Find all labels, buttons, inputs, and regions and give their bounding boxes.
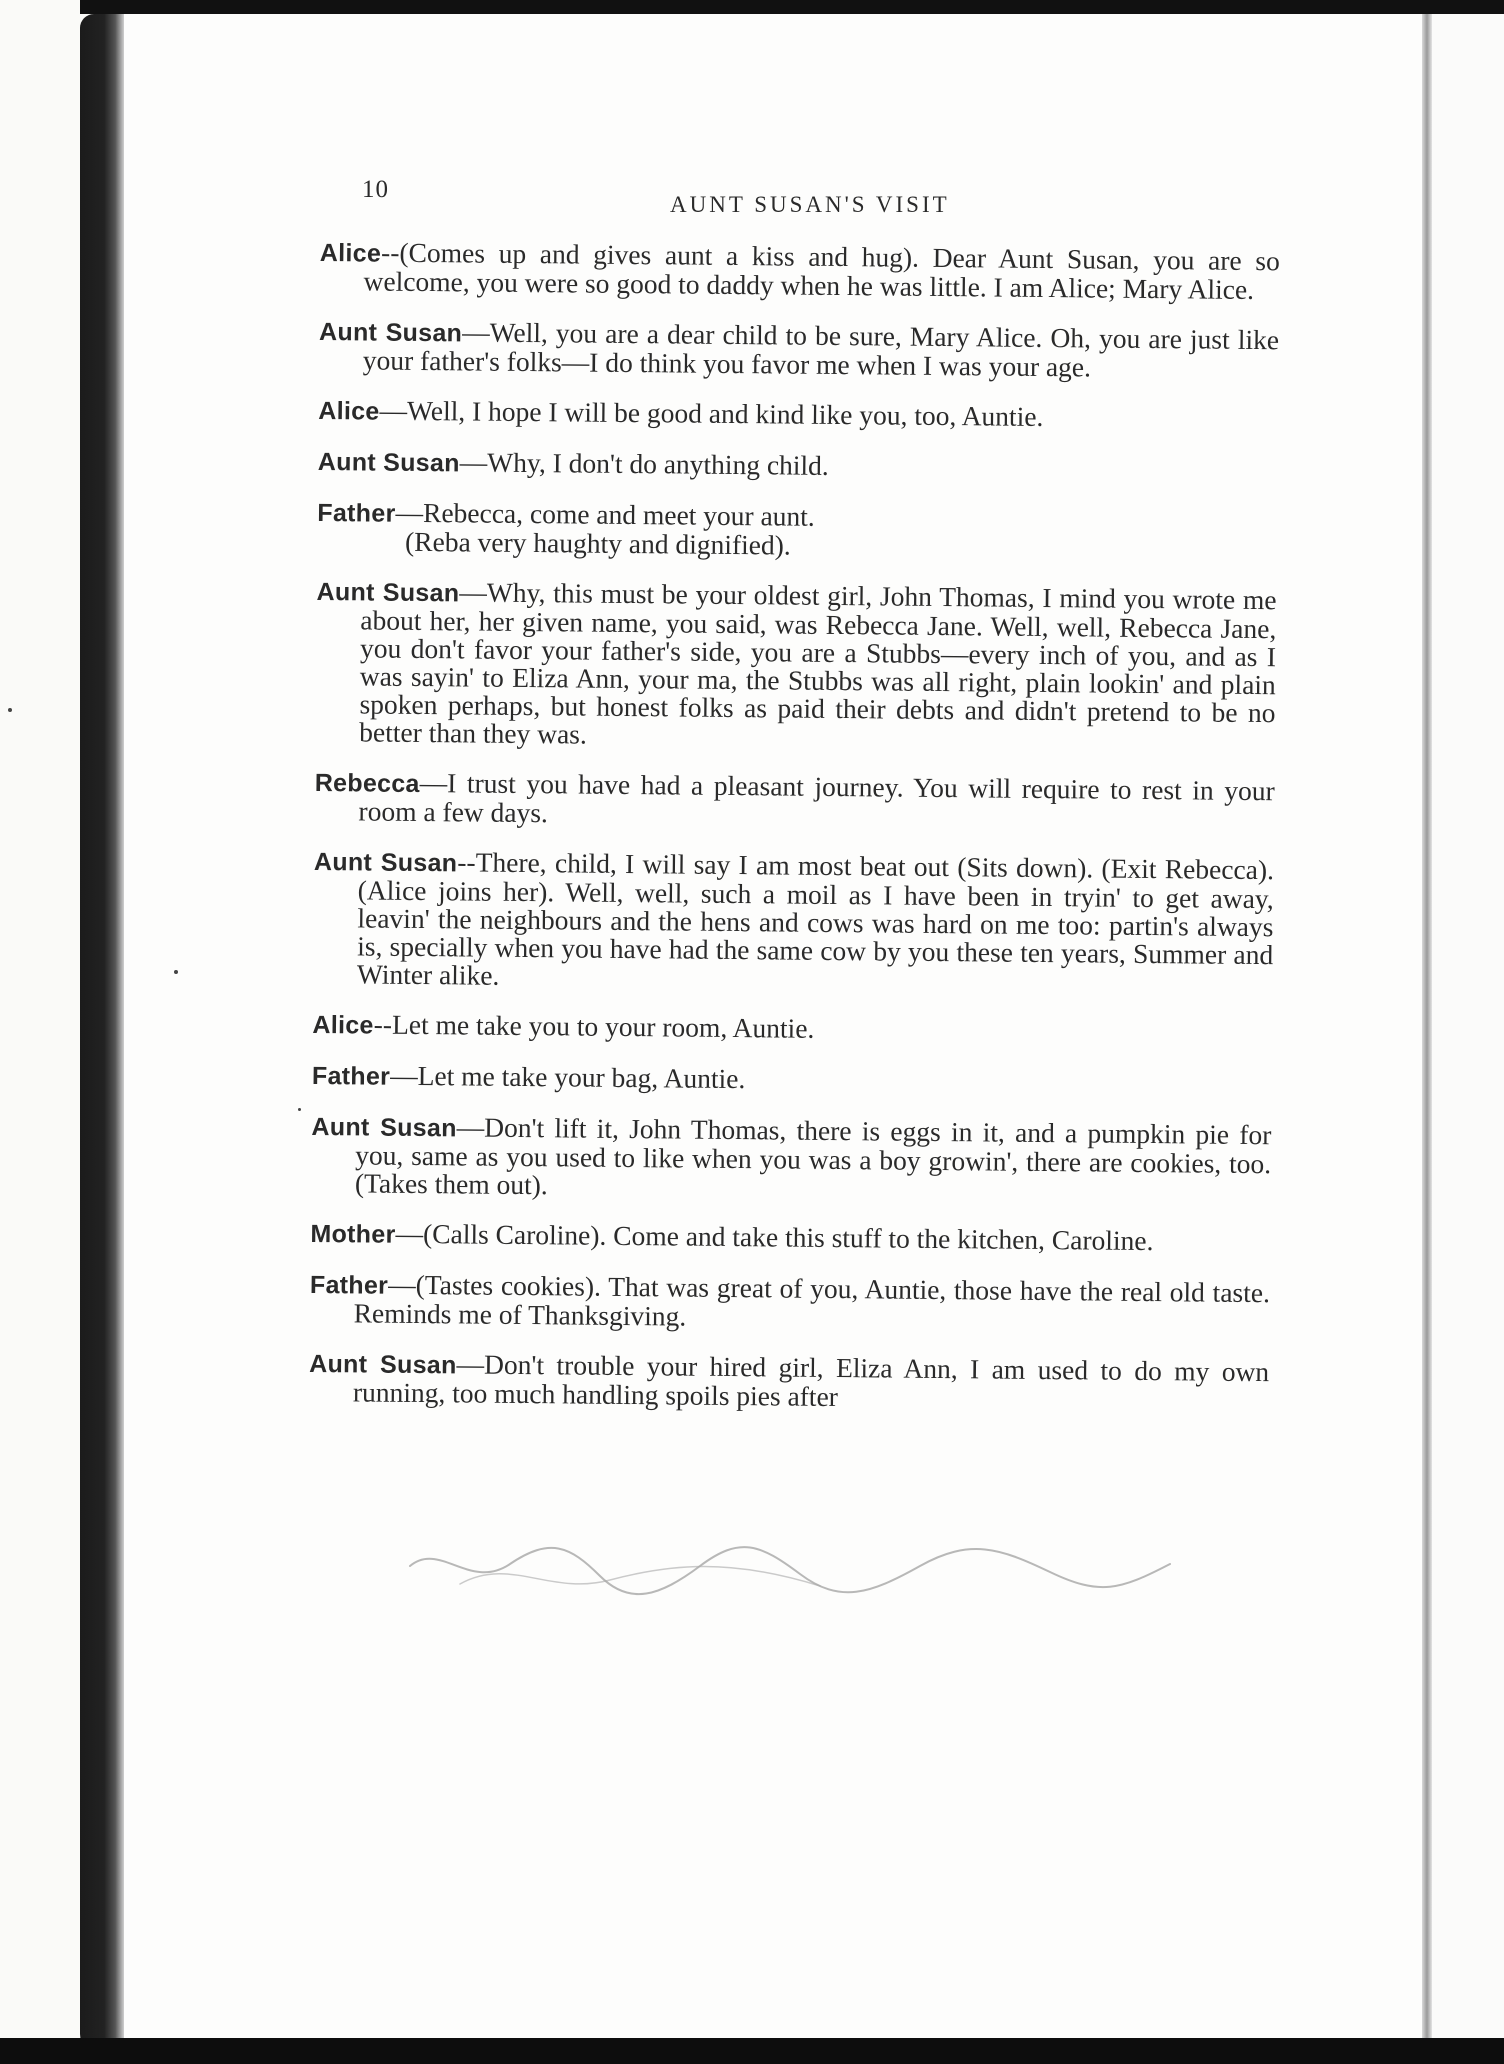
speech-father-2 — [312, 1061, 1272, 1099]
page-number: 10 — [362, 176, 389, 203]
speech-aunt-susan-5 — [311, 1112, 1272, 1206]
speech-text: —Well, I hope I will be good and kind like you, too, Auntie. — [379, 394, 1044, 432]
scan-margin-right — [1432, 14, 1504, 2038]
speech-text: —(Calls Caroline). Come and take this stuff to the kitchen, Caroline. — [395, 1217, 1154, 1257]
speech-text: —Don't lift it, John Thomas, there is eggs in it, and a pumpkin pie for you, same as you used to like when you was a boy growin', there are cookies, too. (Takes them out). — [354, 1111, 1272, 1201]
speech-text: —(Tastes cookies). That was great of you, Auntie, those have the real old taste. Reminds me of Thanksgiving. — [353, 1268, 1271, 1332]
speech-aunt-susan-6 — [309, 1349, 1270, 1415]
speaker-name: Alice — [318, 396, 380, 426]
speech-alice-2 — [318, 396, 1278, 434]
play-text — [309, 238, 1280, 1437]
speaker-name: Aunt Susan — [311, 1112, 457, 1143]
speech-aunt-susan-3 — [315, 577, 1277, 755]
pencil-scribble — [400, 1536, 1180, 1606]
scan-border-top — [0, 0, 1504, 14]
speech-text: --There, child, I will say I am most beat out (Sits down). (Exit Rebecca). (Alice joins her). Well, well, such a moil as I have been in tryin' to get away, leavin' the neighbours and the hens and cows was hard on me too: partin's always is, specially when you have had the same cow by you these ten years, Summer and Winter alike. — [356, 846, 1275, 991]
speech-alice-3 — [312, 1010, 1272, 1048]
speaker-name: Father — [317, 498, 396, 528]
page-fold-edge — [1422, 14, 1432, 2038]
stage-direction: (Reba very haughty and dignified). — [404, 525, 791, 561]
speaker-name: Father — [309, 1270, 389, 1300]
speech-text: —Well, you are a dear child to be sure, Mary Alice. Oh, you are just like your father's folks—I do think you favor me when I was your age. — [362, 316, 1280, 383]
speech-father-1 — [317, 498, 1278, 564]
dust-speck — [174, 970, 178, 974]
speaker-name: Alice — [312, 1010, 374, 1040]
speech-text: —Why, this must be your oldest girl, John Thomas, I mind you wrote me about her, her given name, you said, was Rebecca Jane. Well, well, Rebecca Jane, you don't favor your father's side, you are a Stubbs—every inch of you, and as I was sayin' to Eliza Ann, your ma, the Stubbs was all right, plain lookin' and plain spoken perhaps, but honest folks as paid their debts and didn't pretend to be no better than they was. — [359, 576, 1277, 750]
speaker-name: Aunt Susan — [317, 447, 460, 478]
dust-speck — [8, 708, 12, 712]
speaker-name: Aunt Susan — [316, 577, 460, 608]
speech-text: —I trust you have had a pleasant journey. You will require to rest in your room a few days. — [358, 766, 1275, 829]
speech-text: —Rebecca, come and meet your aunt. — [395, 496, 815, 532]
speaker-name: Mother — [310, 1219, 396, 1249]
speech-aunt-susan-4 — [313, 847, 1274, 997]
book-spine-shadow — [80, 14, 124, 2054]
speech-text: —Don't trouble your hired girl, Eliza Ann, I am used to do my own running, too much handling spoils pies after — [352, 1348, 1270, 1413]
running-title: AUNT SUSAN'S VISIT — [670, 192, 950, 217]
speaker-name: Rebecca — [314, 768, 420, 798]
speaker-name: Aunt Susan — [313, 847, 458, 878]
dust-speck — [298, 1108, 301, 1111]
speech-text: —Let me take your bag, Auntie. — [390, 1059, 746, 1095]
speaker-name: Father — [311, 1061, 391, 1091]
speech-rebecca-1 — [314, 768, 1275, 834]
speech-text: --Let me take you to your room, Auntie. — [373, 1008, 815, 1044]
speech-father-3 — [310, 1270, 1271, 1336]
scan-margin-left — [0, 0, 80, 2064]
speaker-name: Aunt Susan — [318, 317, 463, 348]
speech-text: —Why, I don't do anything child. — [459, 446, 829, 481]
speech-aunt-susan-2 — [318, 447, 1278, 485]
speaker-name: Aunt Susan — [309, 1349, 457, 1380]
scan-border-bottom — [0, 2038, 1504, 2064]
speech-alice-1 — [319, 238, 1280, 304]
speaker-name: Alice — [319, 238, 382, 268]
speech-aunt-susan-1 — [319, 317, 1280, 383]
speech-mother-1 — [310, 1219, 1270, 1257]
speech-text: --(Comes up and gives aunt a kiss and hug). Dear Aunt Susan, you are so welcome, you were so good to daddy when he was little. I am Alice; Mary Alice. — [363, 236, 1280, 305]
